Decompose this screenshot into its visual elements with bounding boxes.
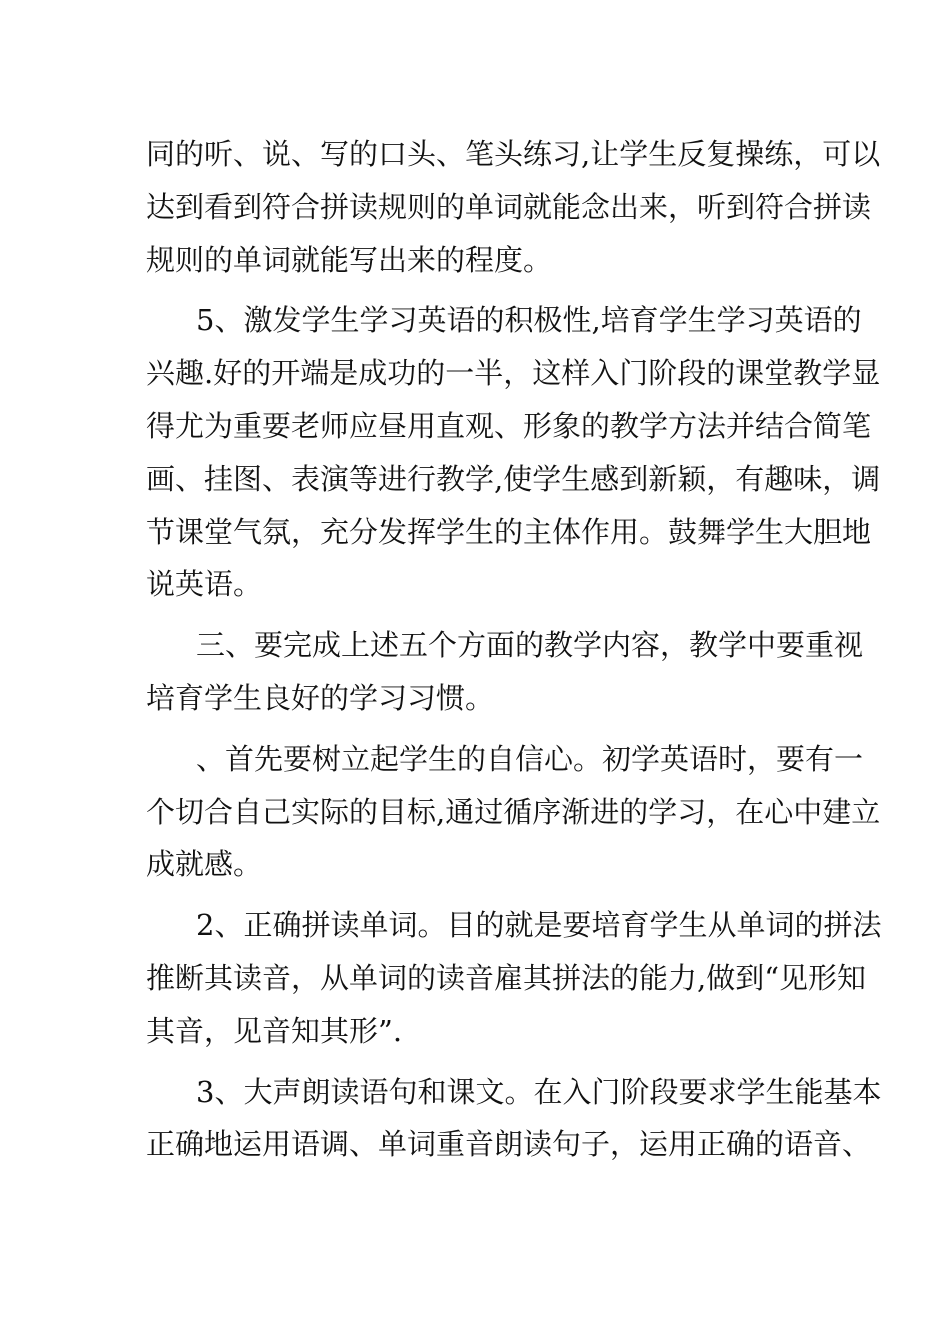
text-line: 2、正确拼读单词。目的就是要培育学生从单词的拼法: [196, 908, 882, 943]
text-line: 说英语。: [146, 567, 263, 602]
text-line: 培育学生良好的学习习惯。: [146, 680, 495, 715]
text-line: 达到看到符合拼读规则的单词就能念出来，听到符合拼读: [146, 189, 872, 224]
paragraph-4: [146, 733, 881, 891]
text-line: 正确地运用语调、单词重音朗读句子，运用正确的语音、: [146, 1127, 872, 1162]
text-line: 成就感。: [146, 847, 263, 882]
text-line: 同的听、说、写的口头、笔头练习,让学生反复操练，可以: [146, 137, 881, 171]
document-body: [146, 128, 882, 1171]
text-line: 规则的单词就能写出来的程度。: [146, 242, 553, 277]
text-line: 得尤为重要老师应昼用直观、形象的教学方法并结合简笔: [146, 408, 872, 443]
text-line: 、首先要树立起学生的自信心。初学英语时，要有一: [196, 741, 864, 776]
paragraph-1: [146, 128, 881, 286]
text-line: 5、激发学生学习英语的积极性,培育学生学习英语的: [196, 303, 862, 338]
text-line: 推断其读音，从单词的读音雇其拼法的能力,做到“见形知: [146, 960, 867, 995]
text-line: 个切合自己实际的目标,通过循序渐进的学习，在心中建立: [146, 794, 881, 829]
text-line: 三、要完成上述五个方面的教学内容，教学中要重视: [196, 628, 864, 663]
text-line: 画、挂图、表演等进行教学,使学生感到新颖，有趣味，调: [146, 461, 881, 496]
text-line: 3、大声朗读语句和课文。在入门阶段要求学生能基本: [196, 1074, 882, 1109]
text-line: 其音，见音知其形”.: [146, 1013, 403, 1048]
paragraph-3: [146, 619, 864, 725]
paragraph-5: [146, 899, 882, 1057]
text-line: 节课堂气氛，充分发挥学生的主体作用。鼓舞学生大胆地: [146, 514, 872, 549]
paragraph-2: [146, 294, 881, 611]
text-line: 兴趣.好的开端是成功的一半，这样入门阶段的课堂教学显: [146, 356, 881, 391]
paragraph-6: [146, 1066, 882, 1172]
